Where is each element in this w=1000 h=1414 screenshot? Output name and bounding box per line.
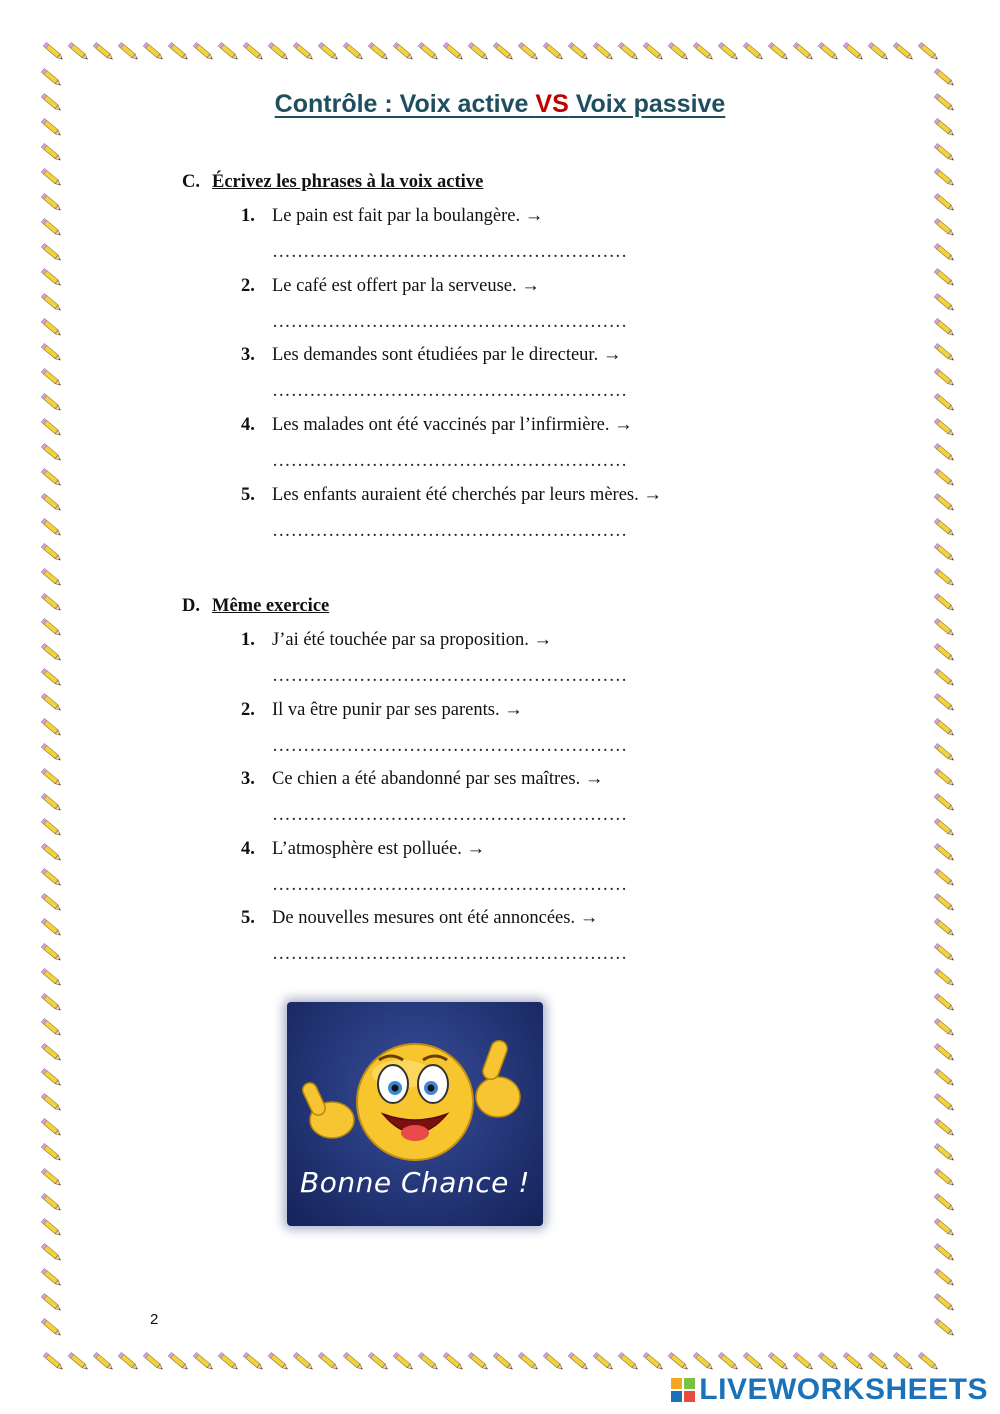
pencil-icon: [41, 1118, 62, 1136]
pencil-icon: [293, 1352, 314, 1370]
pencil-icon: [41, 993, 62, 1011]
pencil-icon: [668, 42, 689, 60]
item-sentence: Les demandes sont étudiées par le directeur. →: [272, 345, 622, 365]
pencil-icon: [41, 193, 62, 211]
pencil-icon: [934, 943, 955, 961]
pencil-icon: [593, 42, 614, 60]
pencil-icon: [468, 1352, 489, 1370]
pencil-icon: [41, 1043, 62, 1061]
pencil-icon: [318, 1352, 339, 1370]
pencil-icon: [934, 818, 955, 836]
pencil-icon: [718, 1352, 739, 1370]
pencil-icon: [818, 42, 839, 60]
item-number: 4.: [241, 415, 255, 435]
item-sentence: Il va être punir par ses parents. →: [272, 700, 523, 720]
item-sentence: Le café est offert par la serveuse. →: [272, 276, 540, 296]
answer-line-d-2[interactable]: …………………………………………………: [272, 736, 628, 756]
pencil-icon: [41, 818, 62, 836]
page-title: [0, 90, 1000, 119]
pencil-icon: [618, 42, 639, 60]
pencil-icon: [41, 368, 62, 386]
item-sentence: Les malades ont été vaccinés par l’infirmière. →: [272, 415, 633, 435]
pencil-icon: [934, 718, 955, 736]
pencil-icon: [418, 1352, 439, 1370]
pencil-icon: [41, 1218, 62, 1236]
pencil-icon: [934, 268, 955, 286]
pencil-icon: [343, 42, 364, 60]
pencil-icon: [568, 42, 589, 60]
pencil-icon: [934, 143, 955, 161]
pencil-icon: [41, 1168, 62, 1186]
pencil-icon: [934, 218, 955, 236]
liveworksheets-icon: [670, 1377, 696, 1403]
pencil-icon: [143, 1352, 164, 1370]
pencil-icon: [818, 1352, 839, 1370]
pencil-icon: [934, 1093, 955, 1111]
pencil-icon: [143, 42, 164, 60]
pencil-icon: [543, 1352, 564, 1370]
pencil-icon: [934, 793, 955, 811]
pencil-icon: [934, 768, 955, 786]
pencil-icon: [118, 42, 139, 60]
pencil-icon: [168, 1352, 189, 1370]
exercise-c-item-5: [241, 485, 662, 506]
item-sentence: Ce chien a été abandonné par ses maîtres. →: [272, 769, 604, 789]
section-c-heading: [182, 172, 483, 193]
pencil-icon: [793, 1352, 814, 1370]
pencil-icon: [743, 1352, 764, 1370]
pencil-icon: [934, 343, 955, 361]
pencil-icon: [668, 1352, 689, 1370]
pencil-icon: [693, 42, 714, 60]
pencil-icon: [193, 1352, 214, 1370]
pencil-icon: [934, 668, 955, 686]
pencil-icon: [718, 42, 739, 60]
pencil-icon: [443, 1352, 464, 1370]
section-d-title: Même exercice: [212, 596, 330, 616]
item-number: 3.: [241, 345, 255, 365]
pencil-icon: [843, 1352, 864, 1370]
pencil-icon: [868, 1352, 889, 1370]
pencil-icon: [934, 518, 955, 536]
item-sentence: L’atmosphère est polluée. →: [272, 839, 486, 859]
pencil-icon: [268, 42, 289, 60]
pencil-icon: [41, 143, 62, 161]
pencil-icon: [934, 543, 955, 561]
pencil-icon: [41, 218, 62, 236]
pencil-icon: [493, 1352, 514, 1370]
pencil-icon: [41, 968, 62, 986]
liveworksheets-logo: [670, 1373, 988, 1407]
pencil-icon: [518, 42, 539, 60]
pencil-icon: [934, 193, 955, 211]
pencil-icon: [41, 393, 62, 411]
pencil-icon: [41, 418, 62, 436]
pencil-icon: [41, 693, 62, 711]
pencil-icon: [41, 918, 62, 936]
pencil-icon: [934, 918, 955, 936]
pencil-icon: [934, 468, 955, 486]
pencil-icon: [934, 593, 955, 611]
pencil-icon: [934, 1243, 955, 1261]
pencil-icon: [343, 1352, 364, 1370]
pencil-icon: [41, 1268, 62, 1286]
pencil-icon: [934, 1318, 955, 1336]
pencil-icon: [41, 618, 62, 636]
pencil-icon: [93, 42, 114, 60]
item-number: 5.: [241, 485, 255, 505]
pencil-icon: [934, 368, 955, 386]
pencil-icon: [41, 868, 62, 886]
pencil-icon: [168, 42, 189, 60]
pencil-icon: [393, 42, 414, 60]
pencil-icon: [868, 42, 889, 60]
pencil-icon: [41, 743, 62, 761]
pencil-icon: [41, 343, 62, 361]
exercise-c-item-1: [241, 206, 543, 227]
pencil-icon: [934, 868, 955, 886]
pencil-icon: [41, 568, 62, 586]
title-vs: VS: [535, 90, 569, 118]
pencil-icon: [41, 443, 62, 461]
pencil-icon: [934, 1193, 955, 1211]
pencil-icon: [41, 243, 62, 261]
pencil-icon: [243, 42, 264, 60]
pencil-icon: [368, 42, 389, 60]
pencil-icon: [41, 468, 62, 486]
pencil-icon: [934, 968, 955, 986]
exercise-d-item-5: [241, 908, 598, 929]
pencil-icon: [41, 1018, 62, 1036]
pencil-icon: [934, 618, 955, 636]
brand-name: LIVEWORKSHEETS: [699, 1373, 988, 1406]
pencil-icon: [41, 768, 62, 786]
pencil-icon: [934, 1043, 955, 1061]
pencil-icon: [43, 1352, 64, 1370]
pencil-icon: [934, 1218, 955, 1236]
answer-line-c-1[interactable]: …………………………………………………: [272, 242, 628, 262]
pencil-icon: [893, 1352, 914, 1370]
exercise-d-item-4: [241, 839, 485, 860]
pencil-icon: [934, 693, 955, 711]
item-sentence: Les enfants auraient été cherchés par leurs mères. →: [272, 485, 662, 505]
pencil-icon: [643, 42, 664, 60]
pencil-icon: [318, 42, 339, 60]
exercise-d-item-3: [241, 769, 603, 790]
pencil-icon: [368, 1352, 389, 1370]
answer-line-d-1[interactable]: …………………………………………………: [272, 666, 628, 686]
pencil-icon: [218, 1352, 239, 1370]
pencil-icon: [41, 1193, 62, 1211]
pencil-icon: [93, 1352, 114, 1370]
pencil-icon: [918, 42, 939, 60]
pencil-icon: [618, 1352, 639, 1370]
pencil-icon: [41, 1318, 62, 1336]
pencil-icon: [443, 42, 464, 60]
pencil-icon: [41, 793, 62, 811]
pencil-icon: [41, 518, 62, 536]
pencil-icon: [41, 1143, 62, 1161]
item-sentence: De nouvelles mesures ont été annoncées. →: [272, 908, 599, 928]
pencil-icon: [41, 118, 62, 136]
pencil-icon: [934, 1268, 955, 1286]
pencil-icon: [934, 393, 955, 411]
pencil-icon: [243, 1352, 264, 1370]
pencil-icon: [934, 418, 955, 436]
pencil-icon: [518, 1352, 539, 1370]
pencil-icon: [934, 1293, 955, 1311]
pencil-icon: [68, 42, 89, 60]
pencil-icon: [393, 1352, 414, 1370]
pencil-icon: [41, 593, 62, 611]
pencil-icon: [768, 1352, 789, 1370]
item-number: 1.: [241, 206, 255, 226]
exercise-d-item-1: [241, 630, 552, 651]
pencil-icon: [41, 643, 62, 661]
pencil-icon: [893, 42, 914, 60]
pencil-icon: [934, 643, 955, 661]
pencil-icon: [934, 293, 955, 311]
pencil-icon: [41, 943, 62, 961]
pencil-icon: [41, 68, 62, 86]
pencil-icon: [934, 1168, 955, 1186]
pencil-icon: [41, 1093, 62, 1111]
item-number: 1.: [241, 630, 255, 650]
pencil-icon: [934, 1068, 955, 1086]
section-c-title: Écrivez les phrases à la voix active: [212, 172, 484, 192]
pencil-icon: [193, 42, 214, 60]
pencil-icon: [934, 993, 955, 1011]
pencil-icon: [934, 1143, 955, 1161]
pencil-icon: [643, 1352, 664, 1370]
pencil-icon: [41, 1293, 62, 1311]
good-luck-image: [287, 1002, 543, 1226]
pencil-icon: [218, 42, 239, 60]
pencil-icon: [41, 718, 62, 736]
pencil-icon: [793, 42, 814, 60]
item-sentence: Le pain est fait par la boulangère. →: [272, 206, 544, 226]
title-part-1: Contrôle : Voix active: [274, 90, 536, 118]
answer-line-c-5[interactable]: …………………………………………………: [272, 521, 628, 541]
section-d-heading: [182, 596, 329, 617]
pencil-icon: [41, 168, 62, 186]
item-number: 4.: [241, 839, 255, 859]
item-number: 5.: [241, 908, 255, 928]
pencil-icon: [743, 42, 764, 60]
item-number: 2.: [241, 700, 255, 720]
pencil-icon: [41, 893, 62, 911]
item-number: 2.: [241, 276, 255, 296]
pencil-icon: [934, 168, 955, 186]
pencil-icon: [41, 268, 62, 286]
answer-line-c-3[interactable]: …………………………………………………: [272, 381, 628, 401]
pencil-icon: [41, 293, 62, 311]
pencil-icon: [41, 493, 62, 511]
pencil-icon: [41, 843, 62, 861]
item-sentence: J’ai été touchée par sa proposition. →: [272, 630, 552, 650]
pencil-icon: [418, 42, 439, 60]
pencil-icon: [934, 243, 955, 261]
pencil-icon: [934, 568, 955, 586]
pencil-icon: [934, 743, 955, 761]
answer-line-d-5[interactable]: …………………………………………………: [272, 944, 628, 964]
pencil-icon: [493, 42, 514, 60]
pencil-icon: [934, 1118, 955, 1136]
pencil-icon: [41, 668, 62, 686]
page-number: 2: [150, 1311, 159, 1328]
answer-line-d-4[interactable]: …………………………………………………: [272, 875, 628, 895]
pencil-icon: [934, 118, 955, 136]
pencil-icon: [843, 42, 864, 60]
section-d-letter: D.: [182, 596, 200, 616]
pencil-icon: [118, 1352, 139, 1370]
pencil-icon: [41, 1068, 62, 1086]
pencil-icon: [934, 493, 955, 511]
pencil-icon: [41, 318, 62, 336]
exercise-c-item-2: [241, 276, 540, 297]
title-part-2: Voix passive: [568, 90, 726, 118]
pencil-icon: [43, 42, 64, 60]
pencil-icon: [293, 42, 314, 60]
answer-line-c-4[interactable]: …………………………………………………: [272, 451, 628, 471]
pencil-icon: [693, 1352, 714, 1370]
pencil-icon: [68, 1352, 89, 1370]
pencil-icon: [468, 42, 489, 60]
pencil-icon: [934, 843, 955, 861]
item-number: 3.: [241, 769, 255, 789]
pencil-icon: [918, 1352, 939, 1370]
pencil-icon: [934, 1018, 955, 1036]
pencil-icon: [41, 1243, 62, 1261]
pencil-icon: [934, 68, 955, 86]
good-luck-caption: Bonne Chance !: [300, 1166, 530, 1199]
pencil-icon: [568, 1352, 589, 1370]
pencil-icon: [268, 1352, 289, 1370]
pencil-icon: [934, 443, 955, 461]
pencil-icon: [934, 893, 955, 911]
section-c-letter: C.: [182, 172, 200, 192]
exercise-c-item-4: [241, 415, 633, 436]
pencil-icon: [934, 318, 955, 336]
pencil-icon: [768, 42, 789, 60]
pencil-icon: [593, 1352, 614, 1370]
answer-line-c-2[interactable]: …………………………………………………: [272, 312, 628, 332]
pencil-icon: [41, 543, 62, 561]
answer-line-d-3[interactable]: …………………………………………………: [272, 805, 628, 825]
exercise-d-item-2: [241, 700, 523, 721]
pencil-icon: [543, 42, 564, 60]
exercise-c-item-3: [241, 345, 621, 366]
